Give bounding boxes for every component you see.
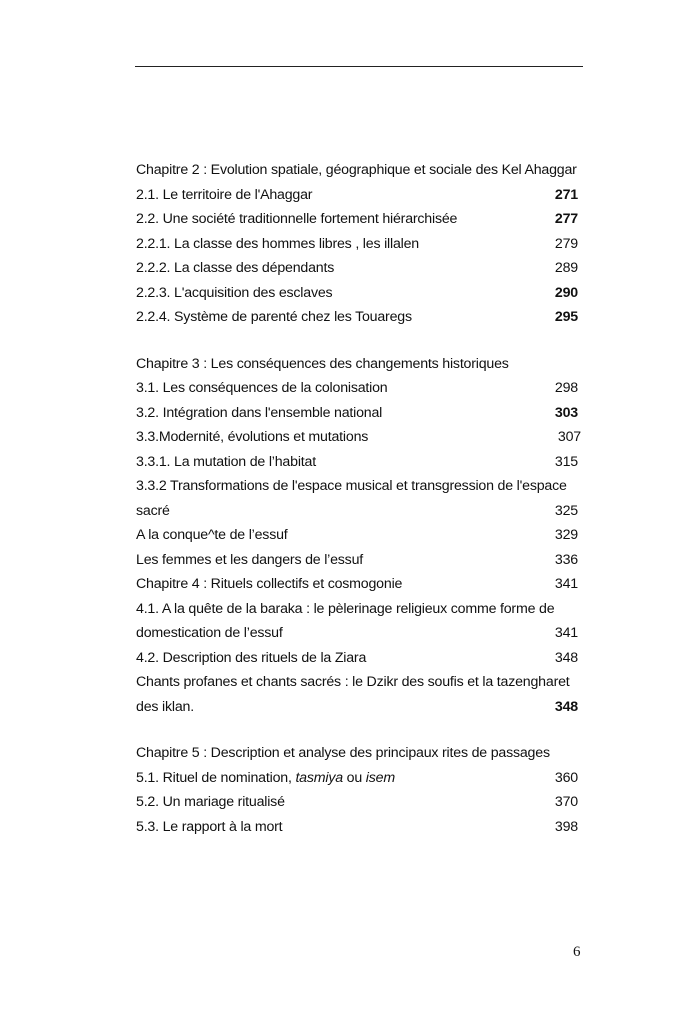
toc-entry	[136, 401, 578, 426]
toc-entry-page: 341	[554, 576, 578, 592]
chapter-heading	[136, 741, 578, 766]
toc-entry	[136, 695, 578, 720]
chapter-heading	[136, 158, 578, 183]
toc-entry-title: A la conque^te de l’essuf	[136, 527, 288, 543]
toc-entry	[136, 670, 578, 695]
toc-entry-title: Chants profanes et chants sacrés : le Dzikr des soufis et la tazengharet	[136, 674, 570, 690]
chapter-title: Chapitre 4 : Rituels collectifs et cosmogonie	[136, 576, 403, 592]
toc-entry-title	[136, 766, 395, 791]
toc-entry-title: 5.3. Le rapport à la mort	[136, 818, 283, 835]
toc-entry	[136, 207, 578, 232]
header-rule	[135, 66, 583, 67]
emphasis-term: isem	[365, 769, 395, 786]
toc-entry-title: domestication de l’essuf	[136, 625, 283, 641]
toc-entry-page: 398	[554, 818, 578, 835]
toc-entry-title: 2.2.2. La classe des dépendants	[136, 260, 335, 276]
chapter-title: Chapitre 2 : Evolution spatiale, géographique et sociale des Kel Ahaggar	[136, 162, 577, 178]
toc-entry	[136, 183, 578, 208]
toc-entry	[136, 523, 578, 548]
toc-entry	[136, 256, 578, 281]
chapter-heading	[136, 352, 578, 377]
toc-entry-page: 325	[554, 502, 578, 519]
toc-entry-page: 336	[554, 551, 578, 568]
toc-entry-title: 2.1. Le territoire de l'Ahaggar	[136, 186, 313, 203]
toc-entry-page: 290	[554, 284, 578, 301]
toc-entry	[136, 621, 578, 646]
toc-entry-text: 5.1. Rituel de nomination,	[136, 769, 296, 786]
toc-entry-title: 3.3.Modernité, évolutions et mutations	[136, 429, 369, 445]
toc-entry-page: 341	[554, 625, 578, 641]
toc-entry-page: 307	[557, 429, 581, 445]
toc-entry-page: 303	[554, 404, 578, 421]
toc-entry-title: 2.2.1. La classe des hommes libres , les illalen	[136, 235, 419, 252]
toc-entry-title: 2.2.3. L'acquisition des esclaves	[136, 284, 333, 301]
toc-entry	[136, 281, 578, 306]
toc-entry-page: 370	[554, 794, 578, 810]
toc-entry-page: 295	[554, 309, 578, 325]
toc-entry-text: ou	[342, 769, 366, 786]
toc-entry	[136, 548, 578, 573]
toc-entry-page: 329	[554, 527, 578, 543]
toc-entry-page: 348	[554, 649, 578, 666]
table-of-contents	[136, 158, 581, 839]
toc-entry	[136, 766, 578, 791]
toc-entry-title: 2.2. Une société traditionnelle fortement hiérarchisée	[136, 211, 458, 227]
toc-entry	[136, 499, 578, 524]
toc-entry-title: 3.2. Intégration dans l'ensemble national	[136, 404, 383, 421]
toc-entry-title: 3.1. Les conséquences de la colonisation	[136, 380, 388, 396]
toc-entry-title: 3.3.2 Transformations de l'espace musical et transgression de l'espace	[136, 478, 567, 494]
toc-entry-title: 3.3.1. La mutation de l’habitat	[136, 453, 316, 470]
toc-entry	[136, 232, 578, 257]
toc-entry-page: 315	[554, 453, 578, 470]
toc-entry	[136, 474, 578, 499]
toc-entry-page: 298	[554, 380, 578, 396]
page-number: 6	[573, 944, 581, 960]
toc-entry	[136, 646, 578, 671]
chapter-title: Chapitre 3 : Les conséquences des changements historiques	[136, 355, 509, 372]
chapter-title: Chapitre 5 : Description et analyse des principaux rites de passages	[136, 745, 550, 761]
toc-entry-page: 271	[554, 186, 578, 203]
toc-entry-title: sacré	[136, 502, 170, 519]
toc-entry-title: 4.2. Description des rituels de la Ziara	[136, 649, 367, 666]
toc-entry-title: des iklan.	[136, 698, 194, 715]
toc-entry	[136, 815, 578, 840]
toc-entry-page: 348	[554, 698, 578, 715]
toc-entry-title: 4.1. A la quête de la baraka : le pèlerinage religieux comme forme de	[136, 600, 555, 617]
toc-entry-title: 5.2. Un mariage ritualisé	[136, 794, 285, 810]
toc-entry	[136, 425, 581, 450]
toc-entry	[136, 790, 578, 815]
toc-entry	[136, 450, 578, 475]
toc-entry-page: 289	[554, 260, 578, 276]
toc-entry-page: 360	[554, 769, 578, 786]
toc-entry	[136, 597, 578, 622]
toc-entry	[136, 305, 578, 330]
toc-entry	[136, 376, 578, 401]
chapter-heading	[136, 572, 578, 597]
toc-entry-title: Les femmes et les dangers de l’essuf	[136, 551, 364, 568]
emphasis-term: tasmiya	[295, 769, 343, 786]
toc-entry-page: 277	[554, 211, 578, 227]
toc-entry-page: 279	[554, 235, 578, 252]
toc-entry-title: 2.2.4. Système de parenté chez les Touaregs	[136, 309, 412, 325]
